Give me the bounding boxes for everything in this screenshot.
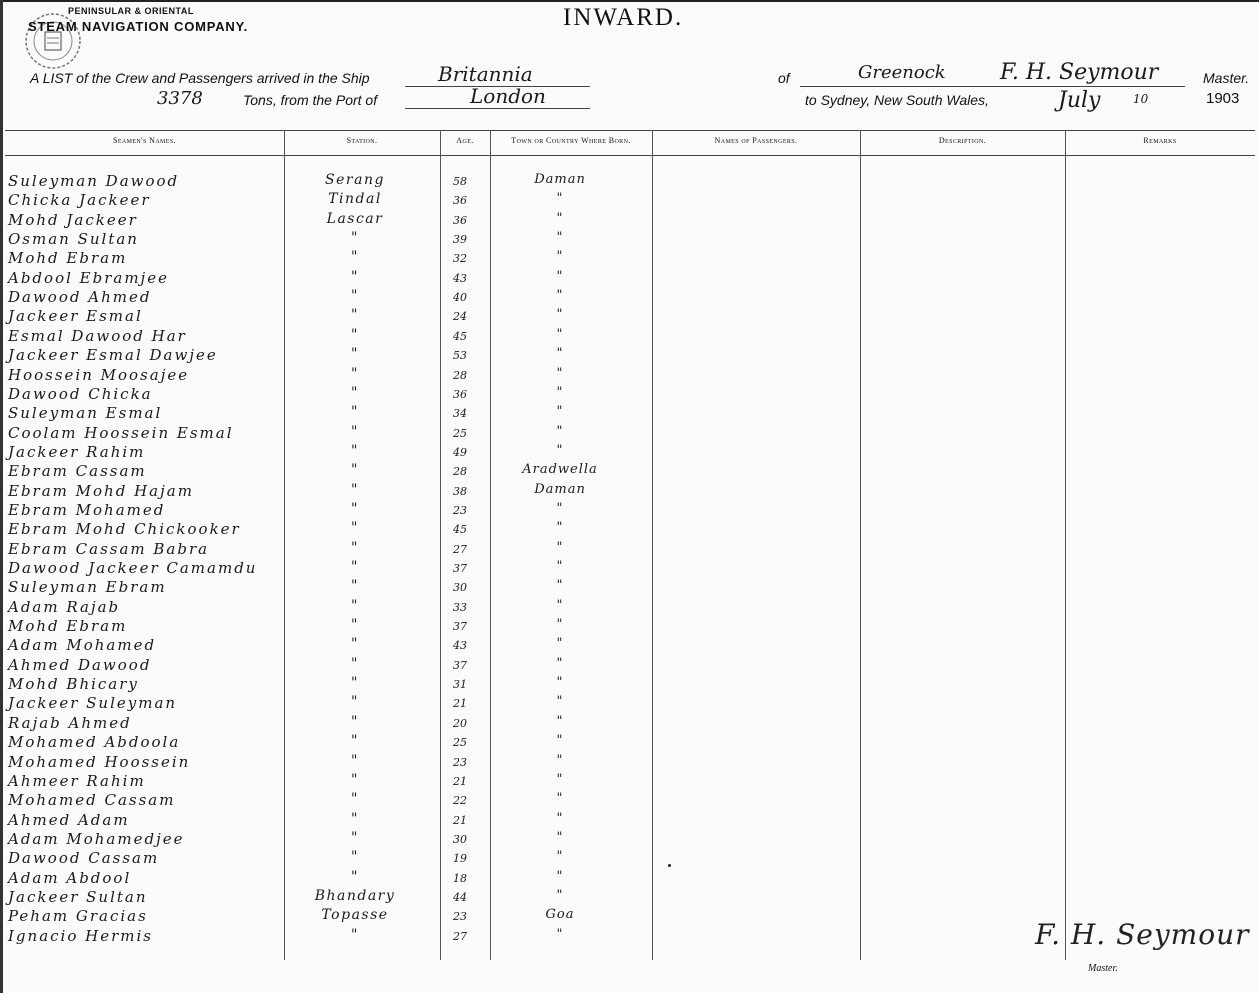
table-row [0, 366, 1259, 386]
signature-master-label: Master. [1088, 963, 1118, 974]
table-row [0, 249, 1259, 269]
crew-birthplace: " [556, 675, 564, 691]
crew-age: 21 [453, 774, 467, 788]
crew-name: Mohd Ebram [8, 617, 128, 636]
crew-age: 21 [453, 813, 467, 827]
crew-station: " [351, 346, 359, 363]
crew-age: 25 [453, 426, 467, 440]
crew-name: Jackeer Esmal Dawjee [8, 346, 218, 365]
crew-name: Dawood Chicka [8, 384, 153, 403]
crew-name: Osman Sultan [8, 230, 139, 249]
crew-name: Coolam Hoossein Esmal [8, 423, 234, 442]
crew-age: 53 [453, 349, 467, 363]
table-row [0, 733, 1259, 753]
table-row [0, 772, 1259, 792]
crew-station: " [351, 559, 359, 575]
crew-birthplace: Daman [534, 481, 586, 497]
crew-station: " [351, 926, 359, 943]
table-row [0, 849, 1259, 869]
table-row [0, 578, 1259, 598]
crew-age: 28 [453, 465, 467, 479]
ship-name: Britannia [438, 62, 533, 86]
crew-birthplace: " [556, 442, 564, 458]
crew-station: " [351, 752, 359, 769]
table-row [0, 346, 1259, 366]
crew-age: 18 [453, 871, 467, 885]
crew-station: " [351, 655, 359, 672]
crew-age: 34 [453, 407, 467, 421]
crew-age: 43 [453, 271, 467, 285]
crew-birthplace: " [556, 539, 564, 555]
crew-birthplace: " [556, 404, 564, 420]
crew-station: " [351, 500, 359, 517]
list-label: A LIST of the Crew and Passengers arrived in the Ship [30, 70, 370, 86]
crew-age: 36 [453, 194, 467, 208]
crew-birthplace: " [556, 733, 564, 749]
crew-station: " [351, 694, 359, 711]
crew-name: Jackeer Suleyman [8, 694, 178, 713]
table-row [0, 462, 1259, 482]
crew-name: Adam Abdool [8, 868, 132, 887]
crew-name: Rajab Ahmed [8, 713, 132, 732]
table-row [0, 269, 1259, 289]
crew-name: Dawood Cassam [8, 849, 160, 868]
crew-age: 19 [453, 852, 467, 866]
crew-birthplace: " [556, 384, 564, 400]
crew-birthplace: " [556, 655, 564, 671]
crew-station: " [351, 462, 359, 479]
crew-birthplace: " [556, 752, 564, 768]
port-underline [405, 108, 590, 109]
crew-birthplace: " [556, 713, 564, 729]
crew-birthplace: " [556, 597, 564, 613]
crew-age: 37 [453, 562, 467, 575]
crew-name: Ignacio Hermis [8, 926, 153, 945]
col-header-remarks: Remarks [1143, 136, 1177, 145]
crew-station: " [351, 597, 359, 614]
crew-age: 37 [453, 658, 467, 672]
crew-station: " [351, 230, 359, 247]
crew-age: 39 [453, 233, 467, 247]
crew-name: Mohamed Cassam [8, 791, 176, 810]
origin-port: London [470, 84, 546, 108]
crew-birthplace: " [556, 829, 564, 845]
crew-birthplace: " [556, 617, 564, 633]
crew-station: " [351, 365, 359, 382]
crew-name: Suleyman Esmal [8, 404, 163, 423]
crew-station: " [351, 326, 359, 343]
crew-name: Hoossein Moosajee [8, 365, 190, 384]
crew-birthplace: " [556, 868, 564, 884]
crew-name: Dawood Ahmed [8, 288, 152, 307]
crew-name: Mohd Jackeer [8, 210, 138, 229]
tonnage: 3378 [157, 88, 203, 109]
col-header-description: Description. [938, 136, 987, 145]
crew-station: Serang [325, 172, 385, 188]
table-row [0, 636, 1259, 656]
crew-age: 24 [453, 310, 467, 324]
table-row [0, 675, 1259, 695]
crew-name: Adam Mohamedjee [8, 829, 185, 848]
crew-birthplace: " [556, 210, 564, 226]
crew-age: 31 [453, 678, 467, 692]
table-row [0, 443, 1259, 463]
crew-age: 43 [453, 639, 467, 653]
crew-station: " [351, 307, 359, 324]
crew-name: Jackeer Esmal [8, 307, 143, 326]
of-label: of [778, 70, 790, 86]
table-row [0, 385, 1259, 405]
master-label: Master. [1203, 70, 1250, 86]
table-row [0, 230, 1259, 250]
master-underline [800, 86, 1185, 87]
table-row [0, 172, 1259, 192]
crew-station: " [351, 481, 359, 498]
table-row [0, 694, 1259, 714]
crew-age: 25 [453, 736, 467, 750]
crew-age: 38 [453, 484, 467, 498]
crew-age: 27 [453, 542, 467, 556]
crew-birthplace: " [556, 849, 564, 865]
crew-birthplace: Daman [534, 172, 586, 187]
company-name [28, 6, 248, 34]
crew-station: " [351, 791, 359, 808]
crew-name: Jackeer Rahim [8, 442, 146, 461]
table-row [0, 830, 1259, 850]
crew-station: " [351, 617, 359, 634]
crew-birthplace: " [556, 288, 564, 304]
crew-birthplace: " [556, 423, 564, 439]
crew-station: " [351, 520, 359, 537]
crew-age: 23 [453, 910, 467, 924]
crew-name: Ebram Mohamed [8, 500, 166, 519]
crew-station: Topasse [321, 907, 389, 924]
crew-name: Ebram Mohd Chickooker [8, 520, 241, 539]
crew-birthplace: " [556, 559, 564, 574]
crew-station: " [351, 384, 359, 401]
crew-station: " [351, 404, 359, 421]
crew-birthplace: " [556, 791, 564, 807]
crew-station: " [351, 810, 359, 827]
crew-station: " [351, 539, 359, 556]
crew-birthplace: " [556, 771, 564, 787]
crew-birthplace: Goa [545, 907, 575, 923]
table-row [0, 288, 1259, 308]
col-header-names: Seamen's Names. [112, 136, 176, 145]
crew-age: 20 [453, 716, 467, 730]
table-row [0, 617, 1259, 637]
tons-label: Tons, from the Port of [243, 92, 378, 108]
col-header-passengers: Names of Passengers. [714, 136, 798, 145]
crew-age: 30 [453, 581, 467, 595]
crew-name: Ahmed Adam [8, 810, 130, 829]
crew-name: Ebram Cassam Babra [8, 539, 210, 558]
crew-name: Ebram Mohd Hajam [8, 481, 194, 500]
crew-birthplace: " [556, 230, 564, 246]
crew-name: Mohamed Hoossein [8, 752, 191, 771]
table-row [0, 540, 1259, 560]
crew-station: Lascar [326, 210, 384, 227]
crew-birthplace: Aradwella [522, 462, 598, 478]
col-header-station: Station. [346, 136, 378, 145]
table-row [0, 211, 1259, 231]
table-row [0, 656, 1259, 676]
crew-age: 44 [453, 890, 467, 904]
table-row [0, 869, 1259, 889]
table-row [0, 791, 1259, 811]
crew-station: " [351, 771, 359, 788]
crew-station: " [351, 849, 359, 866]
crew-station: Tindal [328, 191, 382, 208]
crew-name: Esmal Dawood Har [8, 326, 187, 345]
crew-name: Dawood Jackeer Camamdu [8, 559, 258, 577]
master-name: F. H. Seymour [1000, 60, 1159, 85]
crew-station: " [351, 675, 359, 692]
crew-age: 40 [453, 291, 467, 305]
crew-station: " [351, 868, 359, 885]
master-signature: F. H. Seymour [1035, 918, 1250, 951]
crew-age: 23 [453, 503, 467, 517]
crew-birthplace: " [556, 500, 564, 516]
crew-name: Chicka Jackeer [8, 191, 151, 210]
table-top-rule [5, 130, 1255, 131]
ship-of-port: Greenock [858, 62, 946, 83]
crew-birthplace: " [556, 365, 564, 381]
crew-age: 23 [453, 755, 467, 769]
crew-birthplace: " [556, 268, 564, 284]
crew-age: 28 [453, 368, 467, 382]
crew-birthplace: " [556, 887, 564, 903]
table-row [0, 888, 1259, 908]
crew-name: Ahmeer Rahim [8, 771, 146, 790]
crew-station: Bhandary [314, 887, 396, 904]
company-name-line2: STEAM NAVIGATION COMPANY. [28, 19, 249, 34]
crew-age: 45 [453, 523, 467, 537]
crew-station: " [351, 442, 359, 459]
crew-birthplace: " [556, 578, 564, 594]
crew-age: 33 [453, 600, 467, 614]
crew-name: Mohamed Abdoola [8, 733, 181, 752]
table-row [0, 424, 1259, 444]
crew-name: Ebram Cassam [8, 462, 147, 481]
crew-name: Suleyman Dawood [8, 172, 180, 190]
crew-age: 45 [453, 329, 467, 343]
table-row [0, 191, 1259, 211]
table-row [0, 327, 1259, 347]
table-row [0, 811, 1259, 831]
year: 1903 [1206, 90, 1240, 107]
crew-age: 58 [453, 175, 467, 188]
form-title: INWARD. [563, 4, 684, 31]
crew-birthplace: " [556, 249, 564, 265]
crew-station: " [351, 829, 359, 846]
crew-birthplace: " [556, 307, 564, 323]
company-name-line1: PENINSULAR & ORIENTAL [68, 6, 194, 16]
crew-name: Suleyman Ebram [8, 578, 167, 597]
crew-age: 36 [453, 387, 467, 401]
table-row [0, 482, 1259, 502]
crew-age: 49 [453, 445, 467, 459]
table-row [0, 753, 1259, 773]
crew-station: " [351, 249, 359, 266]
date-month: July [1058, 88, 1101, 113]
table-row [0, 714, 1259, 734]
crew-age: 36 [453, 213, 467, 227]
crew-age: 22 [453, 794, 467, 808]
ink-mark [668, 864, 671, 867]
crew-birthplace: " [556, 346, 564, 362]
crew-name: Peham Gracias [8, 907, 148, 926]
crew-name: Adam Rajab [8, 597, 121, 616]
crew-name: Ahmed Dawood [8, 655, 152, 674]
date-day: 10 [1133, 92, 1149, 106]
table-row [0, 404, 1259, 424]
crew-birthplace: " [556, 636, 564, 652]
crew-station: " [351, 288, 359, 305]
crew-name: Mohd Bhicary [8, 675, 139, 694]
crew-station: " [351, 423, 359, 440]
scan-edge-top [0, 0, 1259, 2]
crew-birthplace: " [556, 520, 564, 536]
crew-station: " [351, 636, 359, 653]
table-row [0, 559, 1259, 579]
table-row [0, 520, 1259, 540]
table-row [0, 307, 1259, 327]
table-row [0, 598, 1259, 618]
crew-birthplace: " [556, 694, 564, 710]
table-header-rule [5, 155, 1255, 156]
crew-station: " [351, 713, 359, 730]
crew-name: Abdool Ebramjee [8, 268, 169, 287]
crew-birthplace: " [556, 191, 564, 207]
destination-label: to Sydney, New South Wales, [805, 92, 989, 108]
crew-birthplace: " [556, 326, 564, 342]
crew-birthplace: " [556, 810, 564, 826]
crew-age: 37 [453, 620, 467, 634]
crew-name: Adam Mohamed [8, 636, 157, 655]
crew-station: " [351, 733, 359, 750]
crew-name: Mohd Ebram [8, 249, 128, 268]
crew-birthplace: " [556, 926, 564, 942]
crew-station: " [351, 268, 359, 285]
crew-age: 21 [453, 697, 467, 711]
crew-age: 32 [453, 252, 467, 266]
table-row [0, 501, 1259, 521]
crew-name: Jackeer Sultan [8, 887, 148, 906]
crew-age: 27 [453, 929, 467, 943]
col-header-age: Age. [456, 136, 474, 145]
col-header-born: Town or Country Where Born. [511, 136, 631, 145]
crew-age: 30 [453, 832, 467, 846]
crew-station: " [351, 578, 359, 595]
